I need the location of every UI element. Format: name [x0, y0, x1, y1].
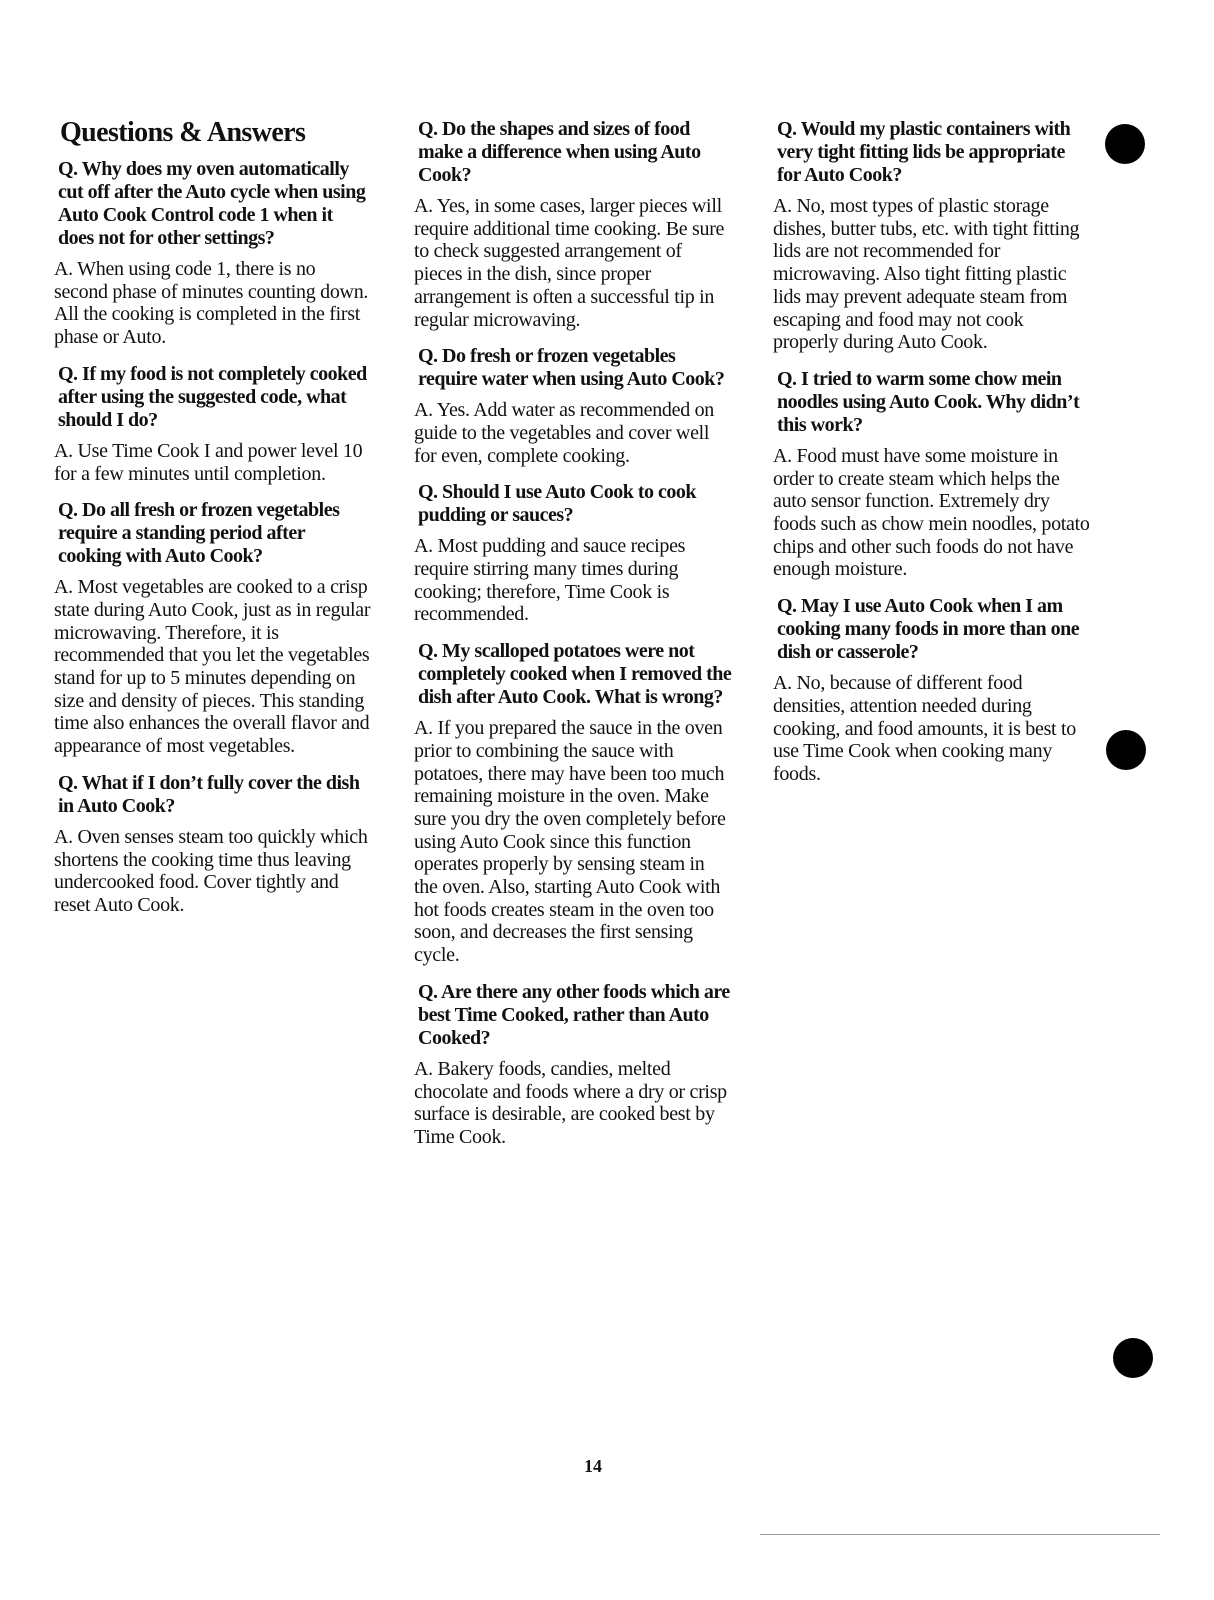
answer: A. Oven senses steam too quickly which shortens the cooking time thus leaving undercooked food. Cover tightly and reset Auto Cook.: [54, 825, 368, 916]
question: Q. I tried to warm some chow mein noodles using Auto Cook. Why didn’t this work?: [777, 367, 1080, 436]
qa-item: [414, 481, 732, 626]
qa-item: [414, 640, 732, 967]
question: Q. If my food is not completely cooked after using the suggested code, what should I do?: [58, 362, 367, 431]
binder-hole: [1105, 124, 1145, 164]
answer: A. Bakery foods, candies, melted chocolate and foods where a dry or crisp surface is desirable, are cooked best by Time Cook.: [414, 1057, 727, 1148]
page-number: 14: [584, 1456, 602, 1476]
divider: [760, 1534, 1160, 1535]
answer: A. Food must have some moisture in order to create steam which helps the auto sensor function. Extremely dry foods such as chow mein noodles, potato chips and other such foods do not have enough moisture.: [773, 444, 1090, 581]
qa-item: [54, 772, 372, 917]
qa-item: [773, 368, 1091, 581]
qa-item: [414, 345, 732, 467]
qa-item: [414, 981, 732, 1149]
column-1: [54, 118, 372, 931]
question: Q. Why does my oven automatically cut off after the Auto cycle when using Auto Cook Control code 1 when it does not for other settings?: [58, 158, 366, 249]
answer: A. Most vegetables are cooked to a crisp state during Auto Cook, just as in regular microwaving. Therefore, it is recommended that you let the vegetables stand for up to 5 minutes depending on size and density of pieces. This standing time also enhances the overall flavor and appearance of most vegetables.: [54, 576, 371, 758]
qa-item: [54, 158, 372, 349]
binder-hole: [1106, 730, 1146, 770]
question: Q. Do all fresh or frozen vegetables require a standing period after cooking with Auto Cook?: [58, 499, 340, 568]
question: Q. May I use Auto Cook when I am cooking many foods in more than one dish or casserole?: [777, 595, 1080, 664]
qa-item: [773, 118, 1091, 354]
answer: A. No, most types of plastic storage dishes, butter tubs, etc. with tight fitting lids are not recommended for microwaving. Also tight fitting plastic lids may prevent adequate steam from escaping and food may not cook properly during Auto Cook.: [773, 195, 1080, 354]
question: Q. Do the shapes and sizes of food make a difference when using Auto Cook?: [418, 118, 701, 186]
binder-hole: [1113, 1338, 1153, 1378]
answer: A. When using code 1, there is no second phase of minutes counting down. All the cooking is completed in the first phase or Auto.: [54, 258, 369, 349]
qa-item: [54, 499, 372, 758]
qa-item: [414, 118, 732, 331]
column-3: [773, 118, 1091, 800]
answer: A. Use Time Cook I and power level 10 for a few minutes until completion.: [54, 439, 363, 485]
column-2: [414, 118, 732, 1163]
question: Q. My scalloped potatoes were not completely cooked when I removed the dish after Auto Cook. What is wrong?: [418, 640, 732, 709]
qa-item: [773, 595, 1091, 786]
question: Q. Do fresh or frozen vegetables require water when using Auto Cook?: [418, 345, 725, 391]
question: Q. Would my plastic containers with very tight fitting lids be appropriate for Auto Cook?: [777, 118, 1071, 186]
page-title: Questions & Answers: [60, 117, 306, 148]
question: Q. What if I don’t fully cover the dish in Auto Cook?: [58, 771, 360, 817]
question: Q. Should I use Auto Cook to cook pudding or sauces?: [418, 481, 697, 527]
answer: A. Yes, in some cases, larger pieces will require additional time cooking. Be sure to check suggested arrangement of pieces in the dish, since proper arrangement is often a successful tip in regular microwaving.: [414, 195, 725, 331]
answer: A. If you prepared the sauce in the oven prior to combining the sauce with potatoes, there may have been too much remaining moisture in the oven. Make sure you dry the oven completely before using Auto Cook since this function operates properly by sensing steam in the oven. Also, starting Auto Cook with hot foods creates steam in the oven too soon, and decreases the first sensing cycle.: [414, 717, 726, 967]
qa-item: [54, 363, 372, 485]
answer: A. Most pudding and sauce recipes require stirring many times during cooking; therefore, Time Cook is recommended.: [414, 535, 686, 626]
answer: A. Yes. Add water as recommended on guide to the vegetables and cover well for even, complete cooking.: [414, 399, 714, 467]
question: Q. Are there any other foods which are best Time Cooked, rather than Auto Cooked?: [418, 980, 730, 1049]
answer: A. No, because of different food densities, attention needed during cooking, and food amounts, it is best to use Time Cook when cooking many foods.: [773, 672, 1076, 785]
